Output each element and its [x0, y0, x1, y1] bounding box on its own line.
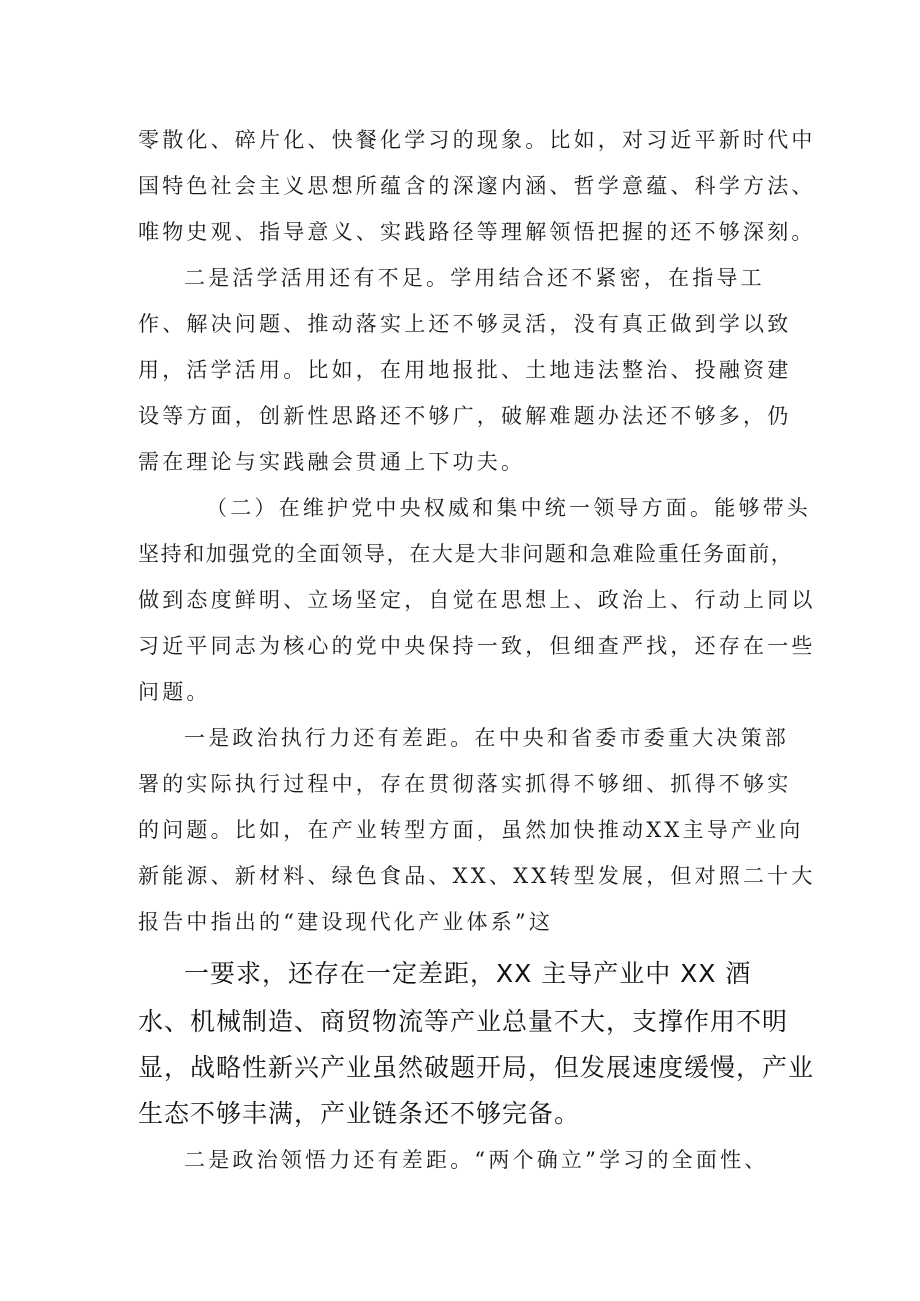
- section-heading-line: （二）在维护党中央权威和集中统一领导方面。能够带头: [206, 496, 811, 520]
- text-line: 报告中指出的“建设现代化产业体系”这: [138, 910, 554, 934]
- paragraph-first-line: 二是政治领悟力还有差距。“两个确立”学习的全面性、: [184, 1148, 769, 1172]
- paragraph-first-line: 一要求，还存在一定差距，XX 主导产业中 XX 酒: [184, 959, 752, 988]
- text-line: 作、解决问题、推动落实上还不够灵活，没有真正做到学以致: [138, 312, 792, 336]
- text-line: 唯物史观、指导意义、实践路径等理解领悟把握的还不够深刻。: [138, 220, 816, 244]
- text-line: 新能源、新材料、绿色食品、XX、XX转型发展，但对照二十大: [138, 864, 816, 888]
- text-line: 零散化、碎片化、快餐化学习的现象。比如，对习近平新时代中: [138, 128, 816, 152]
- text-line: 习近平同志为核心的党中央保持一致，但细查严找，还存在一些: [138, 634, 816, 658]
- text-line: 署的实际执行过程中，存在贯彻落实抓得不够细、抓得不够实: [138, 772, 792, 796]
- text-line: 水、机械制造、商贸物流等产业总量不大，支撑作用不明: [138, 1007, 789, 1036]
- text-line: 需在理论与实践融会贯通上下功夫。: [138, 450, 526, 474]
- text-line: 生态不够丰满，产业链条还不够完备。: [138, 1099, 581, 1128]
- text-line: 的问题。比如，在产业转型方面，虽然加快推动XX主导产业向: [138, 818, 804, 842]
- text-line: 国特色社会主义思想所蕴含的深邃内涵、哲学意蕴、科学方法、: [138, 174, 816, 198]
- paragraph-first-line: 二是活学活用还有不足。学用结合还不紧密，在指导工: [184, 266, 765, 290]
- text-line: 问题。: [138, 680, 211, 704]
- paragraph-first-line: 一是政治执行力还有差距。在中央和省委市委重大决策部: [184, 726, 789, 750]
- text-line: 做到态度鲜明、立场坚定，自觉在思想上、政治上、行动上同以: [138, 588, 816, 612]
- text-line: 设等方面，创新性思路还不够广，破解难题办法还不够多，仍: [138, 404, 792, 428]
- text-line: 显，战略性新兴产业虽然破题开局，但发展速度缓慢，产业: [138, 1053, 815, 1082]
- text-line: 坚持和加强党的全面领导，在大是大非问题和急难险重任务面前，: [138, 542, 794, 566]
- text-line: 用，活学活用。比如，在用地报批、土地违法整治、投融资建: [138, 358, 792, 382]
